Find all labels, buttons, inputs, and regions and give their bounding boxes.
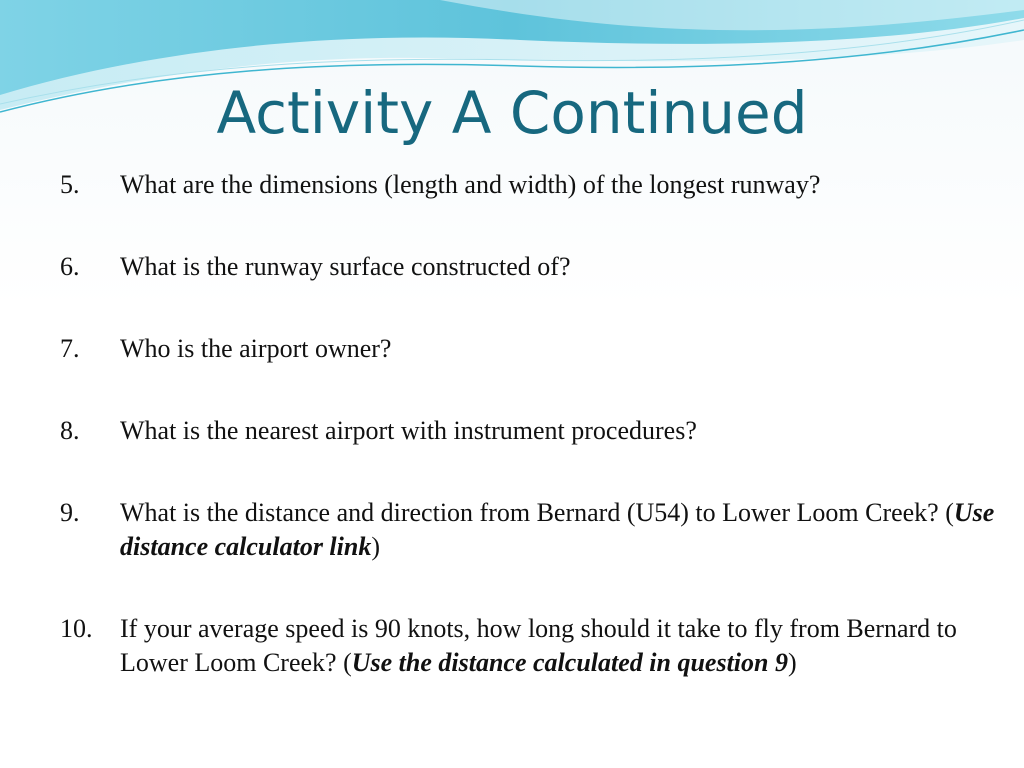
question-text: What is the runway surface constructed of? <box>120 252 571 281</box>
question-number: 8. <box>60 416 80 445</box>
question-text: What is the nearest airport with instrument procedures? <box>120 416 697 445</box>
question-emphasis: Use distance calculator link <box>120 498 995 561</box>
question-number: 5. <box>60 170 80 199</box>
question-item <box>60 250 1024 284</box>
question-item <box>60 414 1024 448</box>
question-text: Who is the airport owner? <box>120 334 392 363</box>
question-number: 6. <box>60 252 80 281</box>
question-text-before: What is the distance and direction from Bernard (U54) to Lower Loom Creek? ( <box>120 498 954 527</box>
question-number: 7. <box>60 334 80 363</box>
question-text: What are the dimensions (length and width) of the longest runway? <box>120 170 821 199</box>
question-text <box>120 614 957 677</box>
question-item <box>60 168 1024 202</box>
question-item <box>60 496 1024 564</box>
slide-title: Activity A Continued <box>216 79 808 147</box>
question-text-after: ) <box>371 532 381 561</box>
question-text-after: ) <box>787 648 797 677</box>
question-text <box>120 498 994 561</box>
question-number: 10. <box>60 614 93 643</box>
question-text-before: If your average speed is 90 knots, how long should it take to fly from Bernard to Lower Loom Creek? ( <box>120 614 957 677</box>
question-number: 9. <box>60 498 80 527</box>
question-emphasis: Use the distance calculated in question 9 <box>351 648 788 677</box>
question-item <box>60 612 1024 680</box>
question-item <box>60 332 1024 366</box>
